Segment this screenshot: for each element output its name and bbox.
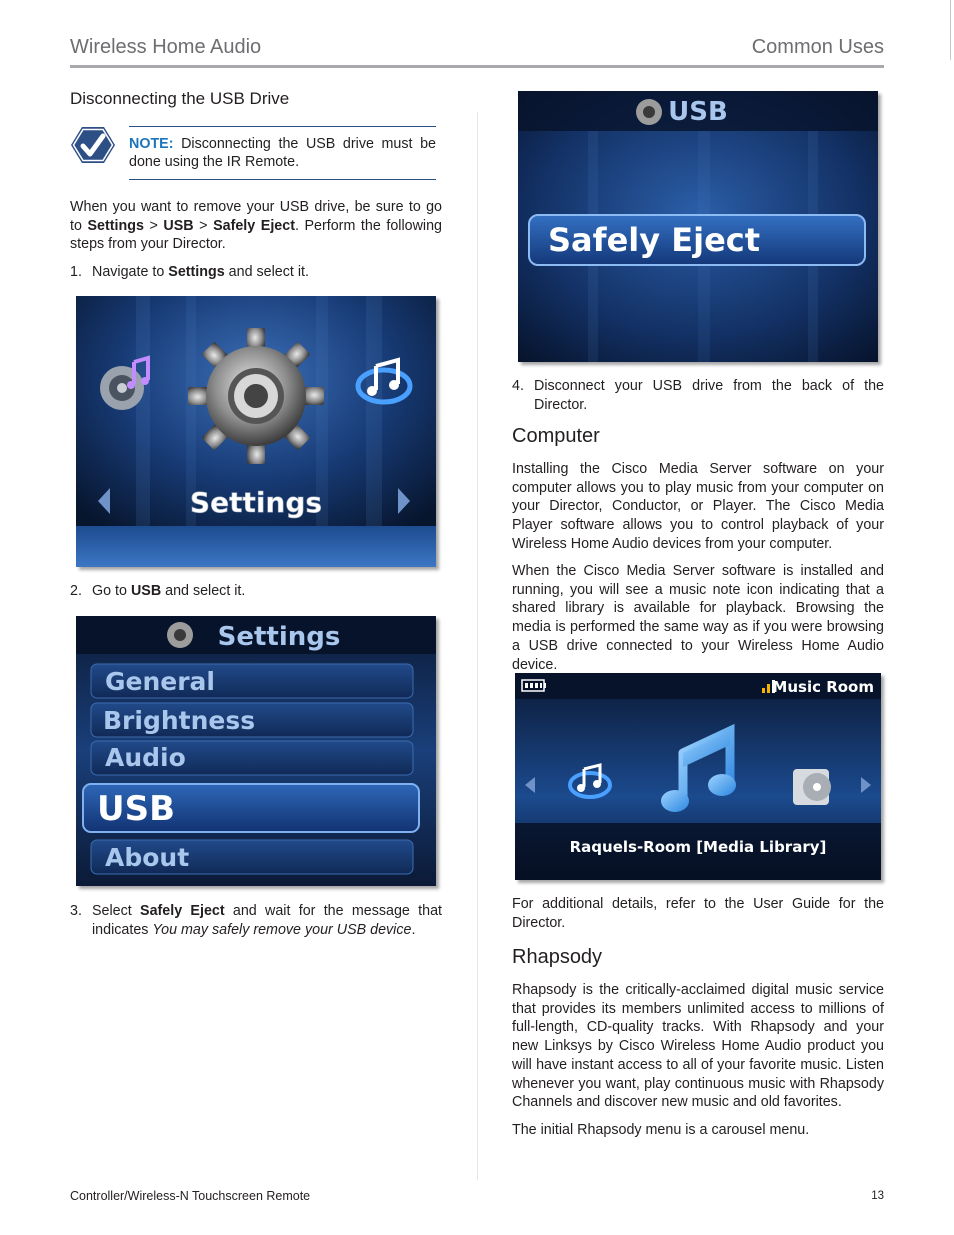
- music-room-label: Music Room: [772, 678, 874, 696]
- small-gear-icon: [167, 622, 193, 648]
- intro-usb: USB: [163, 217, 194, 234]
- heading-rhapsody: Rhapsody: [512, 946, 603, 968]
- rhapsody-paragraph-2: The initial Rhapsody menu is a carousel menu.: [512, 1122, 810, 1138]
- step-2-text-c: and select it.: [161, 583, 246, 599]
- screenshot-settings-menu: [76, 616, 436, 886]
- step-1-text-c: and select it.: [224, 264, 309, 280]
- small-gear-icon: [636, 99, 662, 125]
- screenshot-settings-carousel: [76, 296, 436, 567]
- menu-item-audio: Audio: [105, 743, 186, 772]
- checkmark-note-icon: [70, 126, 116, 164]
- note-body: Disconnecting the USB drive must be done using the IR Remote.: [129, 136, 436, 171]
- step-2-number: 2.: [70, 583, 82, 599]
- step-1-number: 1.: [70, 264, 82, 280]
- header-section: Common Uses: [751, 36, 884, 58]
- footer-page-number: 13: [871, 1190, 884, 1202]
- intro-sep-1: >: [143, 217, 164, 234]
- media-library-label: Raquels-Room [Media Library]: [569, 838, 827, 856]
- menu-item-usb: USB: [97, 789, 176, 829]
- step-3-text-c: and wait for the message that indicates: [92, 903, 442, 938]
- subhead-disconnecting: Disconnecting the USB Drive: [70, 89, 290, 108]
- step-3-text-e: .: [411, 921, 416, 938]
- header-title: Wireless Home Audio: [70, 36, 262, 58]
- intro-eject: Safely Eject: [213, 217, 295, 234]
- step-2-usb: USB: [130, 583, 162, 599]
- step-3-text-a: Select: [92, 903, 141, 919]
- step-4-text: Disconnect your USB drive from the back of the Director.: [534, 378, 884, 413]
- intro-text-1: When you want to remove your USB drive, be sure to go to: [70, 199, 442, 234]
- note-label: NOTE:: [129, 136, 174, 152]
- menu-item-about: About: [105, 843, 190, 872]
- gear-icon: [188, 328, 324, 464]
- computer-paragraph-3: For additional details, refer to the User Guide for the Director.: [512, 896, 884, 931]
- step-2-text-a: Go to: [92, 583, 131, 599]
- intro-paragraph: [70, 198, 442, 254]
- note-text: [129, 126, 436, 180]
- step-1-settings: Settings: [168, 264, 225, 280]
- intro-sep-2: >: [193, 217, 214, 234]
- page-header: [70, 36, 884, 68]
- carousel-settings-label: Settings: [189, 486, 323, 519]
- rhapsody-paragraph-1: Rhapsody is the critically-acclaimed digital music service that provides its members unlimited access to millions of full-length, CD-quality tracks. With Rhapsody and your new Linksys by Cisco Wireless Home Audio product you will have instant access to all of your favorite music. Listen whenever you want, play continuous music with Rhapsody Channels and discover new music and old favorites.: [512, 982, 884, 1111]
- column-divider: [477, 112, 478, 1180]
- menu-item-safely-eject: Safely Eject: [548, 221, 761, 259]
- heading-computer: Computer: [512, 425, 600, 447]
- step-3-eject: Safely Eject: [140, 903, 225, 919]
- page-edge-mark: [950, 0, 954, 60]
- screenshot-usb-eject: [518, 91, 878, 362]
- settings-menu-title: Settings: [217, 622, 341, 652]
- step-3-message: You may safely remove your USB device: [152, 921, 412, 938]
- note-callout: [70, 126, 436, 182]
- footer-product: Controller/Wireless-N Touchscreen Remote: [70, 1189, 311, 1203]
- computer-paragraph-1: Installing the Cisco Media Server software on your computer allows you to play music from your computer on your Director, Conductor, or Player. The Cisco Media Player software allows you to control playback of your Wireless Home Audio devices from your computer.: [512, 461, 884, 552]
- step-1-text-a: Navigate to: [92, 264, 169, 280]
- media-player-icon: [793, 769, 831, 805]
- intro-text-2: . Perform the following steps from your Director.: [70, 217, 442, 253]
- menu-item-brightness: Brightness: [103, 706, 256, 735]
- usb-menu-title: USB: [668, 97, 728, 127]
- screenshot-music-room: [515, 673, 881, 880]
- step-4-number: 4.: [512, 378, 524, 394]
- intro-settings: Settings: [87, 217, 144, 234]
- computer-paragraph-2: When the Cisco Media Server software is installed and running, you will see a music note icon indicating that a shared library is available for playback. Browsing the media is performed the same way as if you were browsing a USB drive connected to your Wireless Home Audio device.: [512, 563, 884, 673]
- menu-item-general: General: [105, 667, 215, 696]
- step-3-number: 3.: [70, 903, 82, 919]
